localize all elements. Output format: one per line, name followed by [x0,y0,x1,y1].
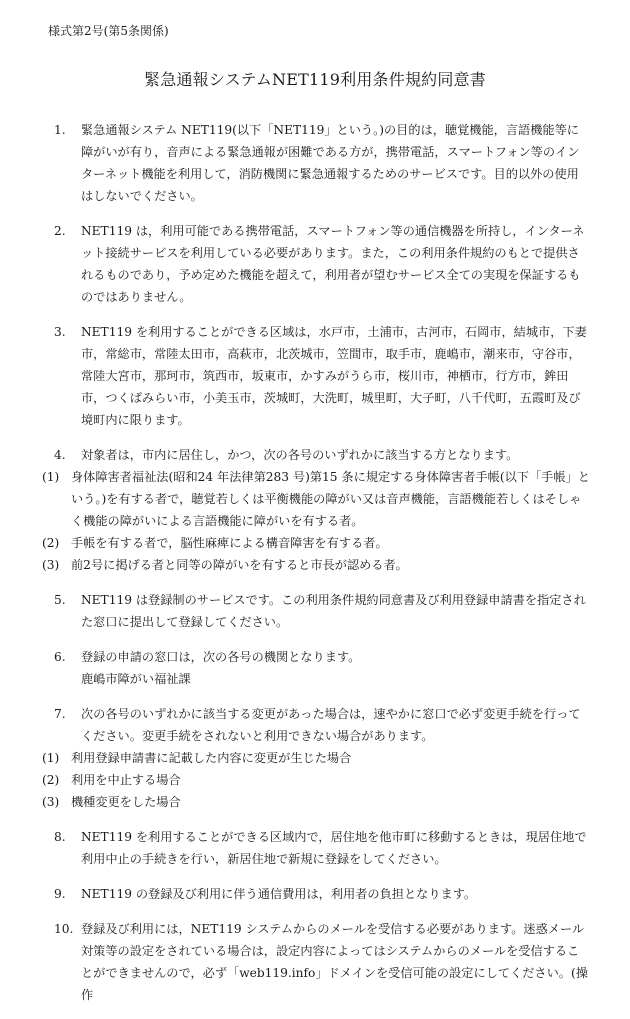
form-number: 様式第2号(第5条関係) [48,24,169,38]
term-item-2 [54,220,590,308]
term-text: NET119 の登録及び利用に伴う通信費用は，利用者の負担となります。 [81,887,477,901]
sub-item [27,747,590,769]
term-item-6 [54,646,590,690]
term-text: NET119 は登録制のサービスです。この利用条件規約同意書及び利用登録申請書を指定された窓口に提出して登録してください。 [81,593,586,629]
term-4-subitems [27,466,590,576]
term-number: 3. [54,325,66,339]
sub-item [27,769,590,791]
term-text: 登録及び利用には，NET119 システムからのメールを受信する必要があります。迷惑メール対策等の設定をされている場合は，設定内容によってはシステムからのメールを受信することができませんので，必ず「web119.info」ドメインを受信可能の設定にしてください。(操作 [81,922,588,1002]
sub-item-number: (2) [42,536,60,550]
term-item-8 [54,826,590,870]
sub-item [27,466,590,532]
sub-item-number: (3) [42,558,60,572]
sub-item-number: (1) [42,470,60,484]
sub-item-number: (2) [42,773,60,787]
term-number: 6. [54,650,66,664]
term-number: 5. [54,593,66,607]
term-text: NET119 は，利用可能である携帯電話，スマートフォン等の通信機器を所持し，インターネット接続サービスを利用している必要があります。また，この利用条件規約のもとで提供されるものであり，予め定めた機能を超えて，利用者が望むサービス全ての実現を保証するものではありません。 [81,224,585,304]
sub-item-text: 機種変更をした場合 [71,795,181,809]
term-number: 10. [54,922,74,936]
term-item-7 [54,703,590,747]
term-text: 次の各号のいずれかに該当する変更があった場合は，速やかに窓口で必ず変更手続を行ってください。変更手続をされないと利用できない場合があります。 [81,707,581,743]
sub-item [27,791,590,813]
sub-item [27,554,590,576]
term-item-9 [54,883,590,905]
term-item-1 [54,119,590,207]
term-number: 8. [54,830,66,844]
term-item-10 [54,918,590,1006]
term-number: 9. [54,887,66,901]
sub-item-text: 前2号に掲げる者と同等の障がいを有すると市長が認める者。 [71,558,408,572]
document-title: 緊急通報システムNET119利用条件規約同意書 [144,70,486,89]
term-text: NET119 を利用することができる区域内で，居住地を他市町に移動するときは，現居住地で利用中止の手続きを行い，新居住地で新規に登録をしてください。 [81,830,587,866]
term-item-3 [54,321,590,431]
term-7-subitems [27,747,590,813]
term-item-5 [54,589,590,633]
sub-item-text: 手帳を有する者で，脳性麻痺による構音障害を有する者。 [71,536,388,550]
term-text: 対象者は，市内に居住し，かつ，次の各号のいずれかに該当する方となります。 [81,448,519,462]
term-text: NET119 を利用することができる区域は，水戸市，土浦市，古河市，石岡市，結城市，下妻市，常総市，常陸太田市，高萩市，北茨城市，笠間市，取手市，鹿嶋市，潮来市，守谷市，常陸大宮市，那珂市，筑西市，坂東市，かすみがうら市，桜川市，神栖市，行方市，鉾田市，つくばみらい市，小美玉市，茨城町，大洗町，城里町，大子町，八千代町，五霞町及び境町内に限ります。 [81,325,587,427]
term-text: 登録の申請の窓口は，次の各号の機関となります。 [81,650,361,664]
terms-list [42,119,590,1019]
term-text: 緊急通報システム NET119(以下「NET119」という。)の目的は，聴覚機能，言語機能等に障がいが有り，音声による緊急通報が困難である方が，携帯電話，スマートフォン等のインターネット機能を利用して，消防機関に緊急通報するためのサービスです。目的以外の使用はしないでください。 [81,123,580,203]
sub-item [27,532,590,554]
sub-item-number: (3) [42,795,60,809]
sub-item-text: 利用を中止する場合 [71,773,181,787]
term-number: 1. [54,123,66,137]
term-number: 7. [54,707,66,721]
sub-item-text: 身体障害者福祉法(昭和24 年法律第283 号)第15 条に規定する身体障害者手帳(以下「手帳」という。)を有する者で，聴覚若しくは平衡機能の障がい又は音声機能，言語機能若しくはそしゃく機能の障がいによる言語機能に障がいを有する者。 [71,470,590,528]
term-number: 4. [54,448,66,462]
term-item-4 [54,444,590,466]
sub-item-text: 利用登録申請書に記載した内容に変更が生じた場合 [71,751,352,765]
sub-item-number: (1) [42,751,60,765]
office-name: 鹿嶋市障がい福祉課 [81,672,191,686]
term-number: 2. [54,224,66,238]
